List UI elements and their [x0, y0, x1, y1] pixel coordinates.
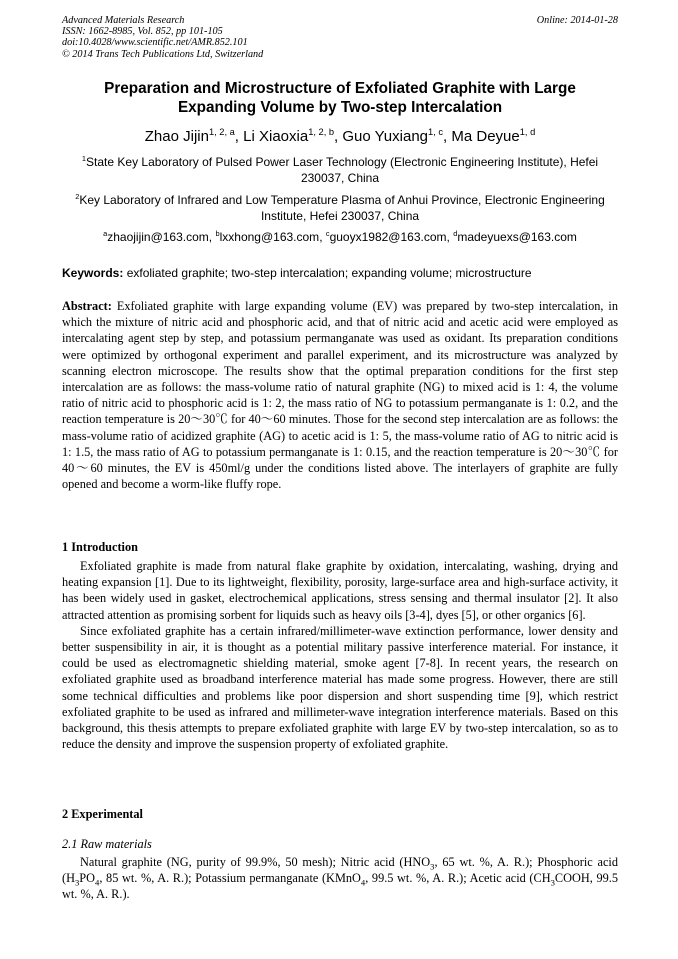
email-link[interactable]: $^a$zhaojijin@163.com — [103, 229, 209, 244]
paragraph: Natural graphite (NG, purity of 99.9%, 50 mesh); Nitric acid ($HNO_3$, 65 wt. %, A. R.); Phosphoric acid ($H_3PO_4$, 85 wt. %, A. R.); Potassium permanganate (KMnO$_4$, 99.5 wt. %, A. R.); Acetic acid ($CH_3COOH$, 99.5 wt. %, A. R.). — [62, 855, 618, 902]
copyright-line: © 2014 Trans Tech Publications Ltd, Switzerland — [62, 48, 264, 60]
email-link[interactable]: $^c$guoyx1982@163.com — [325, 229, 447, 244]
paragraph: Exfoliated graphite is made from natural flake graphite by oxidation, intercalating, washing, drying and heating expansion [1]. Due to its lightweight, flexibility, porosity, large-surface area and high-surface activity, it has been widely used in gasket, electrochemical applications, stress sensing and thermal insulator [2]. It also attracted attention as promising sorbent for liquids such as heavy oils [3-4], dyes [5], or other organics [6]. — [62, 559, 618, 622]
author-list — [62, 127, 618, 147]
title-line-1: Preparation and Microstructure of Exfoliated Graphite with Large — [104, 80, 576, 97]
journal-name: Advanced Materials Research — [62, 15, 185, 26]
affiliation-2: $^2$Key Laboratory of Infrared and Low Temperature Plasma of Anhui Province, Electronic Engineering Institute, Hefei 230037, China — [75, 192, 605, 223]
affiliation-1: $^1$State Key Laboratory of Pulsed Power Laser Technology (Electronic Engineering Institute), Hefei 230037, China — [81, 154, 599, 185]
author: Li Xiaoxia$^{1, 2, b}$, — [243, 127, 343, 145]
introduction-body — [62, 558, 618, 752]
abstract-label: Abstract: — [62, 299, 112, 313]
doi-line: doi:10.4028/www.scientific.net/AMR.852.101 — [62, 37, 248, 49]
email-link[interactable]: $^b$lxxhong@163.com — [215, 229, 320, 244]
journal-header — [62, 15, 618, 60]
keywords — [62, 265, 618, 281]
raw-materials-body — [62, 854, 618, 903]
author: Zhao Jijin$^{1, 2, a}$, — [144, 127, 244, 145]
author: Ma Deyue$^{1, d}$ — [451, 127, 536, 145]
author: Guo Yuxiang$^{1, c}$, — [342, 127, 452, 145]
keywords-text: exfoliated graphite; two-step intercalation; expanding volume; microstructure — [123, 266, 532, 280]
title-line-2: Expanding Volume by Two-step Intercalation — [177, 99, 503, 116]
online-date: Online: 2014-01-28 — [536, 15, 618, 26]
email-link[interactable]: $^d$madeyuexs@163.com — [453, 229, 577, 244]
author-emails: $^a$zhaojijin@163.com, $^b$lxxhong@163.com, $^c$guoyx1982@163.com, $^d$madeyuexs@163.com — [103, 229, 577, 244]
subsection-heading-raw-materials: 2.1 Raw materials — [62, 837, 152, 851]
paragraph: Since exfoliated graphite has a certain infrared/millimeter-wave extinction performance, lower density and better suspensibility in air, it is thought as a potential military passive interference material. For instance, it could be used as electromagnetic shielding material, smoke agent [7-8]. In recent years, the research on exfoliated graphite used as broadband interference material has made some progress. However, there are still some technical difficulties and problems like poor dispersion and short suspending time [9], which restrict exfoliated graphite to be used as infrared and millimeter-wave integration interference materials. Based on this background, this thesis attempts to prepare exfoliated graphite with large EV by two-step intercalation, so as to reduce the density and improve the suspension property of exfoliated graphite. — [62, 623, 618, 752]
abstract — [62, 298, 618, 492]
section-heading-introduction: 1 Introduction — [62, 540, 138, 554]
paper-title — [62, 79, 618, 117]
abstract-text: Exfoliated graphite with large expanding volume (EV) was prepared by two-step intercalation, in which the mixture of nitric acid and phosphoric acid, and that of nitric acid and acetic acid were employed as intercalating agent step by step, and potassium permanganate was used as oxidant. Its preparation conditions were optimized by orthogonal experiment and parallel experiment, and its microstructure was analyzed by scanning electron microscope. The results show that the optimal preparation conditions for the first step intercalation are as follows: the mass-volume ratio of natural graphite (NG) to mixed acid is 1: 4, the volume ratio of nitric acid to phosphoric acid is 1: 2, the mass ratio of NG to potassium permanganate is 1: 0.2, and the reaction temperature is 20～30℃ for 40～60 minutes. Those for the second step intercalation are as follows: the mass-volume ratio of acidized graphite (AG) to acetic acid is 1: 5, the mass-volume ratio of AG to nitric acid is 1: 1.5, the mass ratio of AG to potassium permanganate is 1: 0.15, and the reaction temperature is 20～30℃ for 40～60 minutes, the EV is 450ml/g under the conditions listed above. The interlayers of graphite are fully opened and become a worm-like fluffy rope. — [62, 299, 618, 492]
keywords-label: Keywords: — [62, 266, 124, 280]
issn-line: ISSN: 1662-8985, Vol. 852, pp 101-105 — [62, 26, 223, 38]
section-heading-experimental: 2 Experimental — [62, 807, 143, 821]
